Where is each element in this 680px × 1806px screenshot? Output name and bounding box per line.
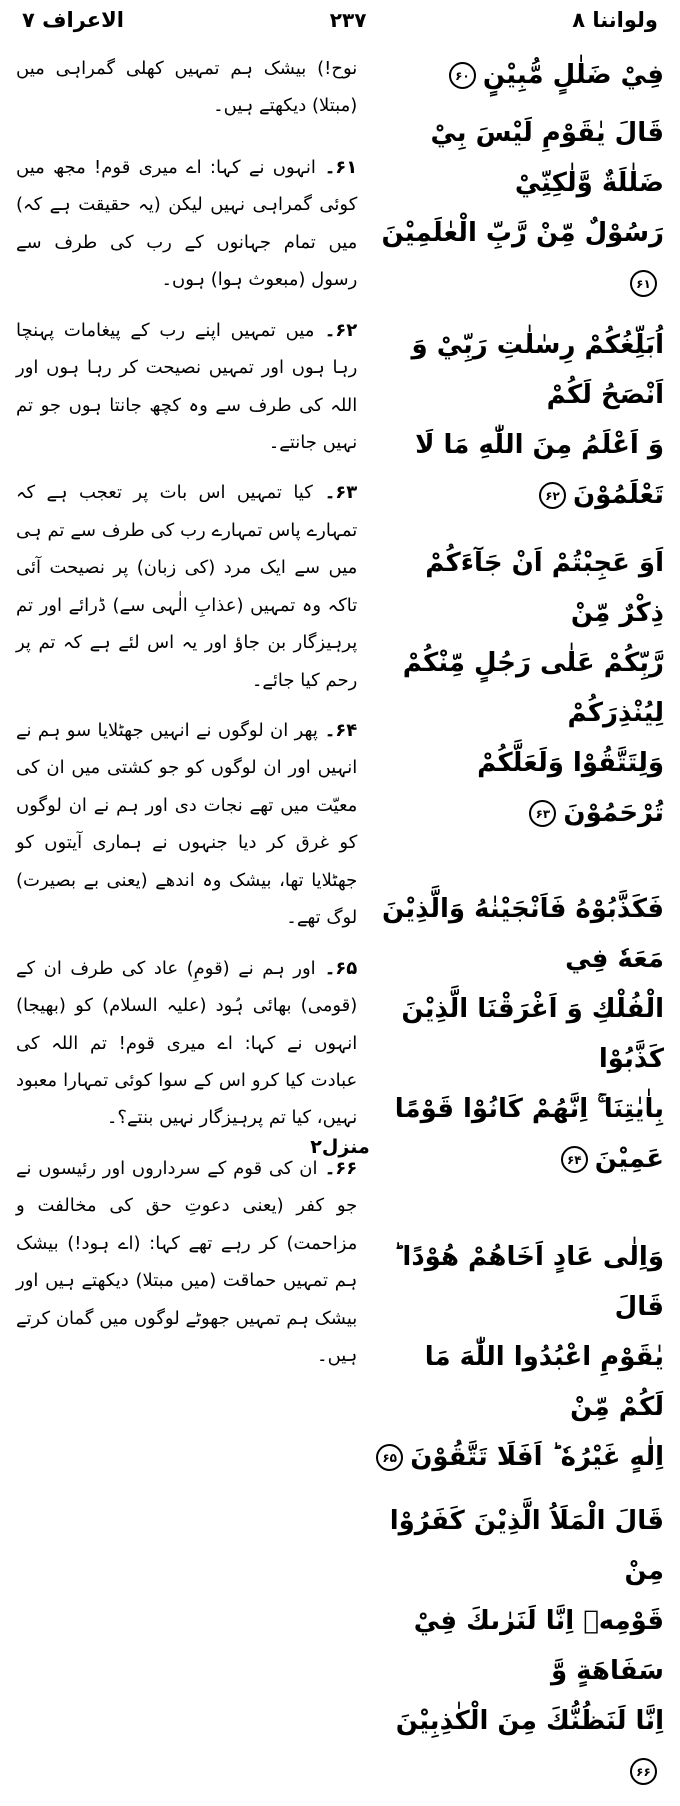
page-header bbox=[16, 6, 664, 32]
urdu-paragraph: نوح!) بیشک ہم تمہیں کھلی گمراہی میں (مبتلا) دیکھتے ہیں۔ bbox=[16, 58, 358, 117]
verse-number-circle: ۶۴ bbox=[561, 1146, 588, 1173]
verse-block bbox=[373, 320, 664, 520]
arabic-line bbox=[373, 320, 664, 420]
arabic-line bbox=[373, 984, 664, 1084]
verse-block bbox=[373, 50, 664, 100]
urdu-paragraph: ۶۲۔ میں تمہیں اپنے رب کے پیغامات پہنچا رہا ہوں اور تمہیں نصیحت کر رہا ہوں اور اللہ کی طرف سے وہ کچھ جانتا ہوں جو تم نہیں جانتے۔ bbox=[16, 319, 358, 453]
urdu-paragraph: ۶۶۔ ان کی قوم کے سرداروں اور رئیسوں نے جو کفر (یعنی دعوتِ حق کی مخالفت و مزاحمت) کر رہے تھے کہا: (اے ہود!) بیشک ہم تمہیں حماقت (میں مبتلا) دیکھتے ہیں اور بیشک ہم تمہیں جھوٹے لوگوں میں گمان کرتے ہیں۔ bbox=[16, 1157, 358, 1366]
page-body bbox=[16, 50, 664, 1806]
page-number: ۲۳۷ bbox=[329, 8, 367, 32]
verse-number-circle: ۶۵ bbox=[376, 1444, 403, 1471]
urdu-paragraph: ۶۱۔ انہوں نے کہا: اے میری قوم! مجھ میں کوئی گمراہی نہیں لیکن (یہ حقیقت ہے کہ) میں تمام جہانوں کے رب کی طرف سے رسول (مبعوث ہوا) ہوں۔ bbox=[16, 156, 358, 291]
arabic-text: اِلٰهٍ غَيْرُهٗ ؕ اَفَلَا تَتَّقُوْنَ bbox=[410, 1442, 664, 1472]
arabic-text: وَاِلٰى عَادٍ اَخَاهُمْ هُوْدًا ؕ قَالَ bbox=[393, 1242, 664, 1322]
verse-number-circle: ۶۱ bbox=[630, 270, 657, 297]
arabic-text: اُبَلِّغُكُمْ رِسٰلٰتِ رَبِّيْ وَ اَنْصَحُ لَكُمْ bbox=[411, 330, 664, 410]
arabic-line bbox=[373, 884, 664, 984]
page-footer bbox=[0, 1136, 680, 1158]
arabic-line bbox=[373, 1596, 664, 1696]
arabic-line bbox=[373, 50, 664, 100]
verse-number-circle: ۶۲ bbox=[539, 482, 566, 509]
urdu-translation-column bbox=[16, 50, 357, 1806]
arabic-text: وَلِتَتَّقُوْا وَلَعَلَّكُمْ تُرْحَمُوْنَ bbox=[477, 748, 664, 828]
verse-marker: ۶۳۔ bbox=[312, 482, 358, 504]
arabic-line bbox=[373, 208, 664, 308]
arabic-text: قَالَ يٰقَوْمِ لَيْسَ بِيْ ضَلٰلَةٌ وَّلٰكِنِّيْ bbox=[430, 118, 664, 198]
verse-marker: ۶۶۔ bbox=[317, 1157, 358, 1179]
urdu-paragraph: ۶۵۔ اور ہم نے (قومِ) عاد کی طرف ان کے (قومی) بھائی ہُود (علیہ السلام) کو (بھیجا) انہوں نے کہا: اے میری قوم! تم اللہ کی عبادت کیا کرو اس کے سوا کوئی تمہارا معبود نہیں، کیا تم پرہیزگار نہیں بنتے؟۔ bbox=[16, 957, 358, 1129]
arabic-text: قَوْمِهٖ اِنَّا لَنَرٰىكَ فِيْ سَفَاهَةٍ وَّ bbox=[413, 1606, 664, 1686]
verse-block bbox=[373, 1496, 664, 1796]
verse-marker: ۶۱۔ bbox=[315, 156, 358, 178]
urdu-paragraph: ۶۳۔ کیا تمہیں اس بات پر تعجب ہے کہ تمہارے پاس تمہارے رب کی طرف سے تم ہی میں سے ایک مرد (کی زبان) پر نصیحت آئی تاکہ وہ تمہیں (عذابِ الٰہی سے) ڈرائے اور تم پرہیزگار بن جاؤ اور یہ اس لئے ہے کہ تم پر رحم کیا جائے۔ bbox=[16, 482, 358, 691]
verse-number-circle: ۶۶ bbox=[630, 1758, 657, 1785]
verse-block bbox=[373, 538, 664, 838]
arabic-text: فِيْ ضَلٰلٍ مُّبِيْنٍ bbox=[482, 60, 664, 90]
arabic-line bbox=[373, 1696, 664, 1796]
arabic-line bbox=[373, 1496, 664, 1596]
arabic-line bbox=[373, 1332, 664, 1432]
arabic-text: قَالَ الْمَلَاُ الَّذِيْنَ كَفَرُوْا مِنْ bbox=[389, 1506, 664, 1586]
arabic-text: فَكَذَّبُوْهُ فَاَنْجَيْنٰهُ وَالَّذِيْنَ مَعَهٗ فِي bbox=[382, 894, 664, 974]
arabic-text: رَسُوْلٌ مِّنْ رَّبِّ الْعٰلَمِيْنَ bbox=[381, 218, 664, 248]
arabic-text: اِنَّا لَنَظُنُّكَ مِنَ الْكٰذِبِيْنَ bbox=[395, 1706, 664, 1736]
arabic-line bbox=[373, 108, 664, 208]
arabic-line bbox=[373, 1432, 664, 1482]
verse-block bbox=[373, 108, 664, 308]
arabic-text: بِاٰيٰتِنَا ۚ اِنَّهُمْ كَانُوْا قَوْمًا عَمِيْنَ bbox=[394, 1094, 664, 1174]
verse-number-circle: ۶۰ bbox=[449, 62, 476, 89]
arabic-text: وَ اَعْلَمُ مِنَ اللّٰهِ مَا لَا تَعْلَمُوْنَ bbox=[415, 430, 664, 510]
arabic-text: الْفُلْكِ وَ اَغْرَقْنَا الَّذِيْنَ كَذَّبُوْا bbox=[401, 994, 664, 1074]
verse-block bbox=[373, 1232, 664, 1482]
arabic-line bbox=[373, 1084, 664, 1184]
surah-name: الاعراف ۷ bbox=[22, 8, 124, 32]
verse-marker: ۶۲۔ bbox=[314, 319, 358, 341]
arabic-line bbox=[373, 638, 664, 738]
juz-name: ولواننا ۸ bbox=[572, 8, 658, 32]
verse-marker: ۶۵۔ bbox=[315, 957, 358, 979]
arabic-line bbox=[373, 1232, 664, 1332]
verse-number-circle: ۶۳ bbox=[529, 800, 556, 827]
verse-marker: ۶۴۔ bbox=[317, 720, 358, 741]
arabic-text: رَّبِّكُمْ عَلٰى رَجُلٍ مِّنْكُمْ لِيُنْذِرَكُمْ bbox=[402, 648, 664, 728]
arabic-text: يٰقَوْمِ اعْبُدُوا اللّٰهَ مَا لَكُمْ مِّنْ bbox=[424, 1342, 664, 1422]
arabic-line bbox=[373, 538, 664, 638]
arabic-line bbox=[373, 738, 664, 838]
arabic-text-column bbox=[373, 50, 664, 1806]
urdu-paragraph: ۶۴۔ پھر ان لوگوں نے انہیں جھٹلایا سو ہم نے انہیں اور ان لوگوں کو جو کشتی میں ان کی معیّت میں تھے نجات دی اور ہم نے ان لوگوں کو غرق کر دیا جنہوں نے ہماری آیتوں کو جھٹلایا تھا، بیشک وہ اندھے (یعنی بے بصیرت) لوگ تھے۔ bbox=[16, 720, 358, 929]
manzil-label: منزل۲ bbox=[310, 1136, 370, 1158]
arabic-line bbox=[373, 420, 664, 520]
arabic-text: اَوَ عَجِبْتُمْ اَنْ جَآءَكُمْ ذِكْرٌ مِّنْ bbox=[425, 548, 664, 628]
